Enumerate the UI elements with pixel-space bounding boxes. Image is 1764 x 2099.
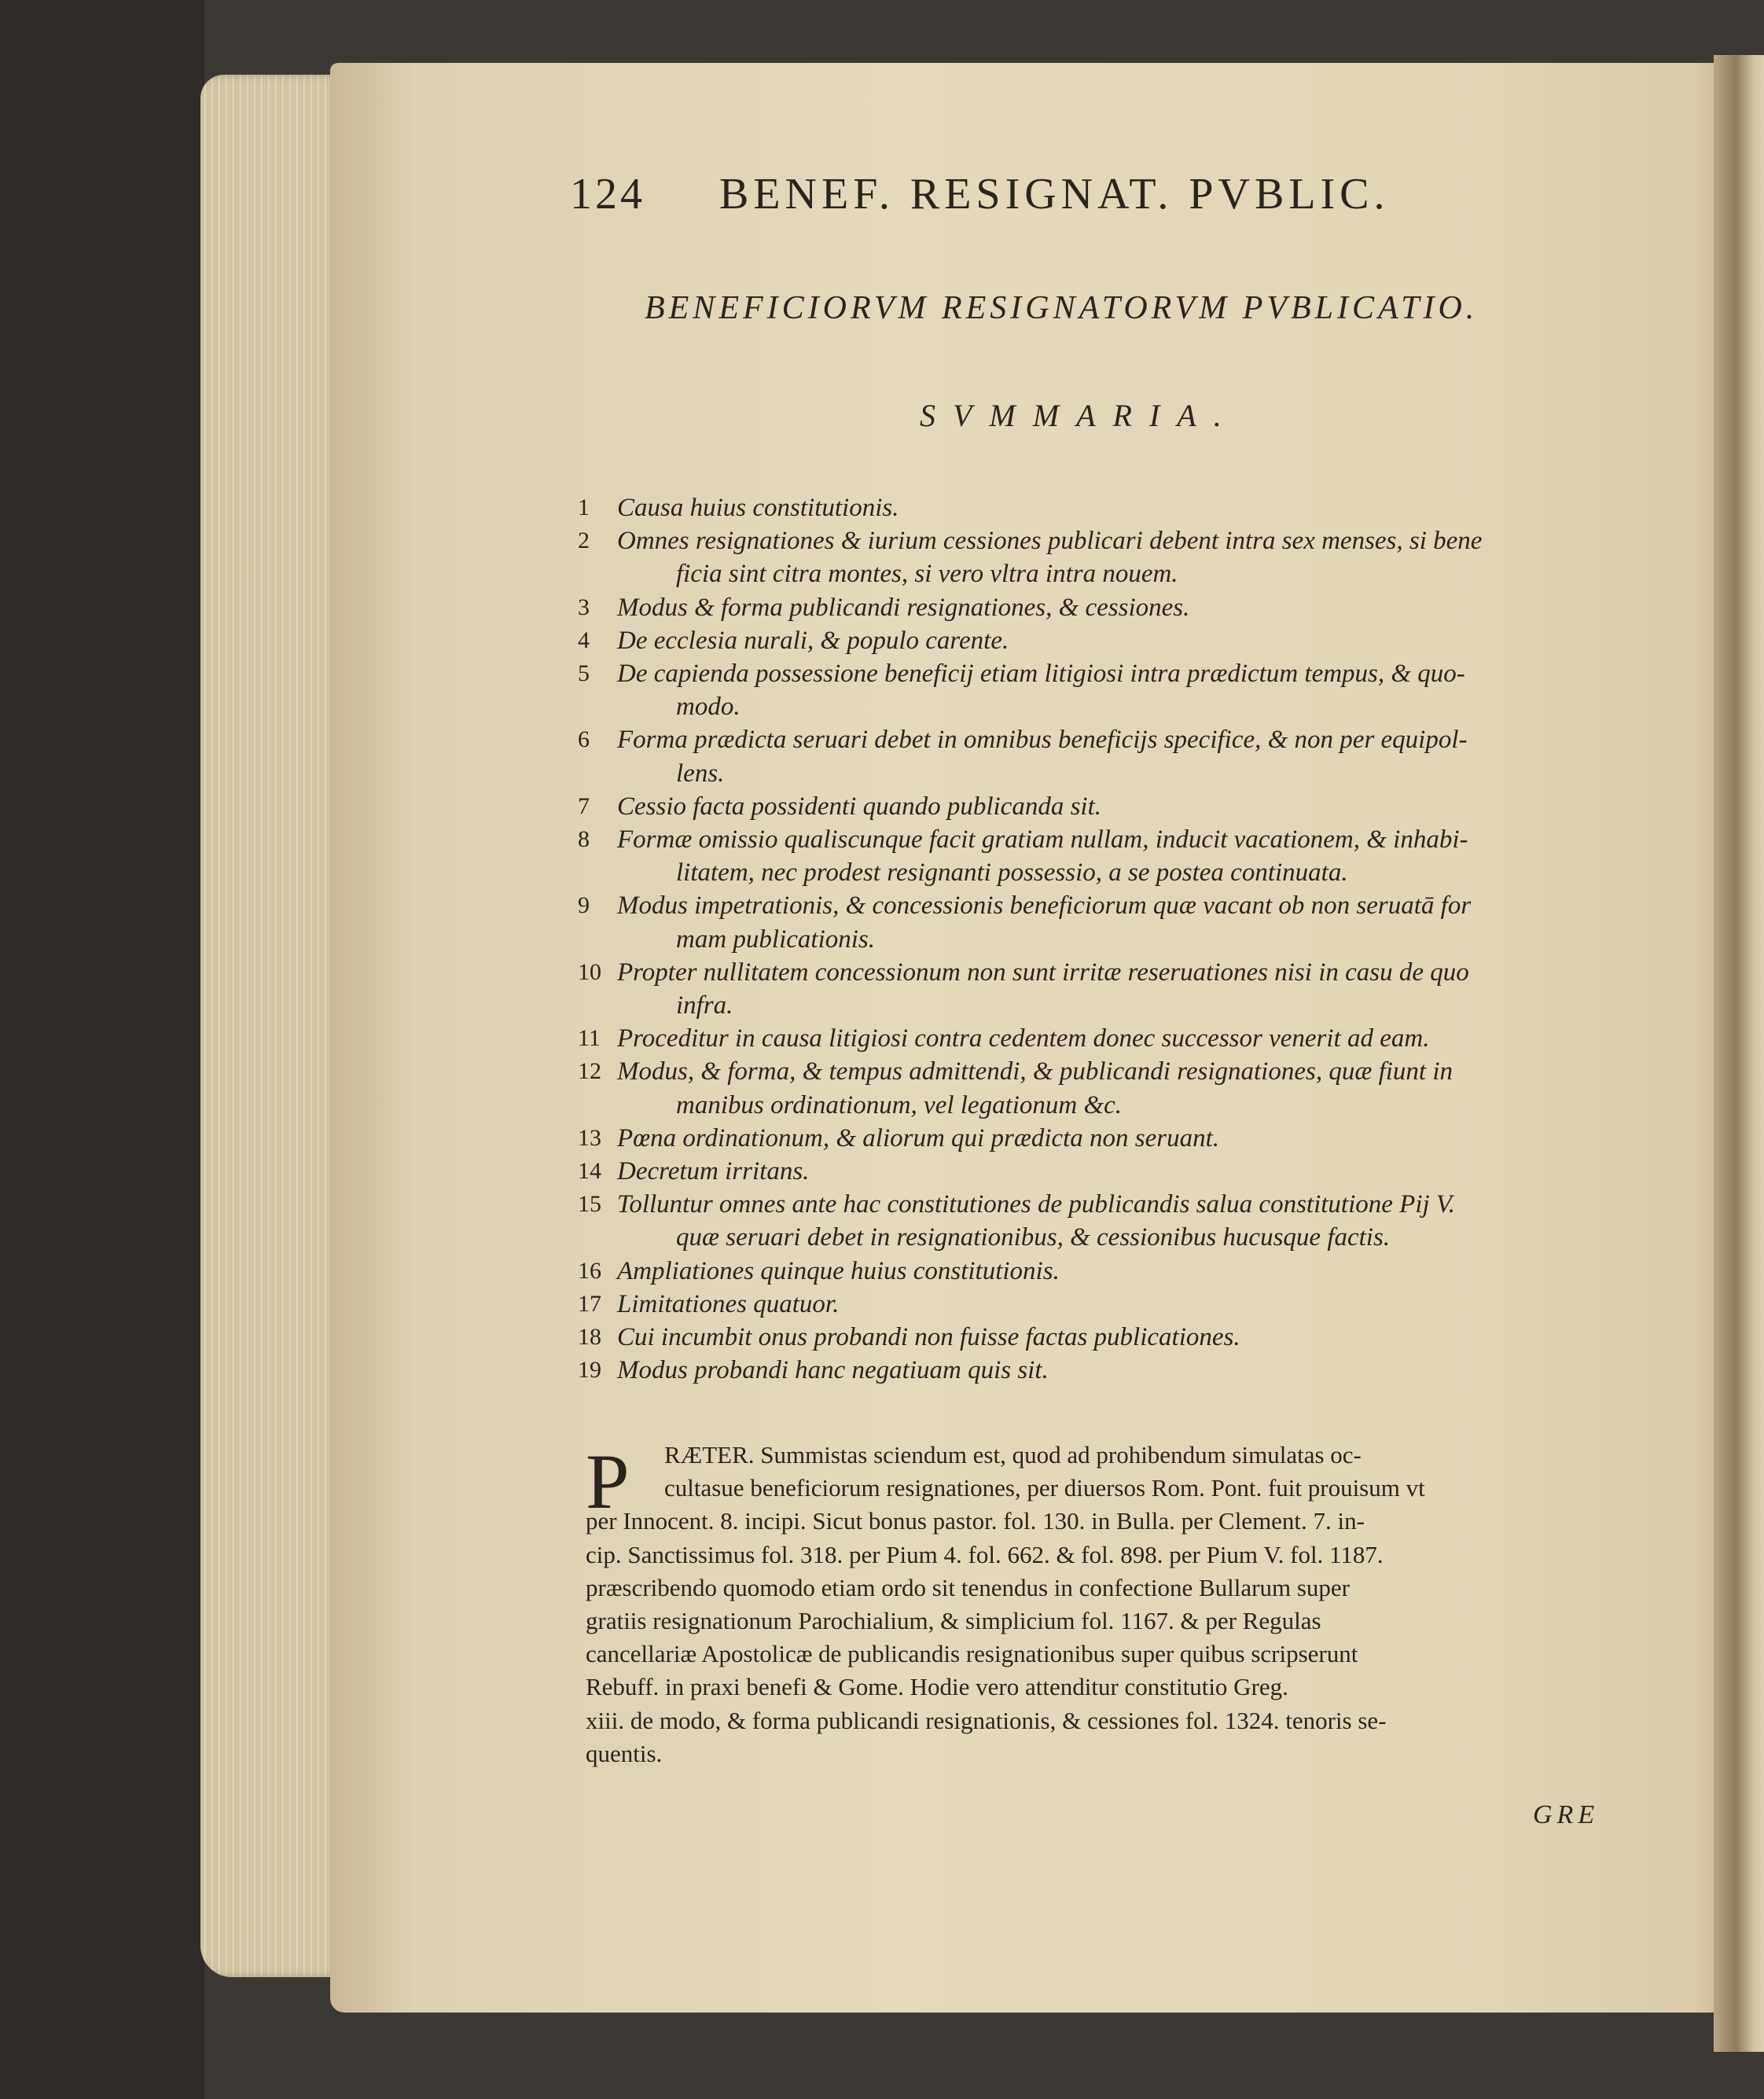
summary-entry-line: Pœna ordinationum, & aliorum qui prædicta non seruant. [617, 1123, 1220, 1152]
summary-entry-line: lens. [676, 759, 725, 788]
summary-entry-line: Modus impetrationis, & concessionis beneficiorum quæ vacant ob non seruatā for [617, 891, 1472, 921]
summary-entry-number: 4 [578, 627, 590, 653]
running-title: BENEF. RESIGNAT. PVBLIC. [719, 170, 1390, 219]
summary-entry [578, 524, 1647, 590]
summary-entry-number: 6 [578, 726, 590, 753]
summary-entry-number: 19 [578, 1357, 601, 1384]
summary-entry-line: Modus & forma publicandi resignationes, & cessiones. [617, 593, 1190, 622]
summary-entry-number: 5 [578, 660, 590, 687]
summary-entry [578, 491, 1647, 524]
body-line: per Innocent. 8. incipi. Sicut bonus pastor. fol. 130. in Bulla. per Clement. 7. in- [586, 1507, 1365, 1535]
drop-capital: P [586, 1438, 630, 1525]
summary-entry-line: Omnes resignationes & iurium cessiones publicari debent intra sex menses, si bene [617, 527, 1483, 556]
summary-entry-line: modo. [676, 693, 741, 722]
summary-entry-number: 15 [578, 1191, 601, 1218]
summary-entry [578, 723, 1647, 789]
summary-entry-line: ficia sint citra montes, si vero vltra intra nouem. [676, 560, 1178, 589]
summary-entry-number: 9 [578, 892, 590, 919]
body-paragraph [586, 1439, 1643, 1770]
summary-entry-line: Cui incumbit onus probandi non fuisse factas publicationes. [617, 1323, 1240, 1352]
body-line: cancellariæ Apostolicæ de publicandis resignationibus super quibus scripserunt [586, 1640, 1358, 1668]
body-line: quentis. [586, 1739, 663, 1767]
summary-entry [578, 823, 1647, 889]
body-line: cultasue beneficiorum resignationes, per diuersos Rom. Pont. fuit prouisum vt [664, 1474, 1425, 1502]
summary-entry-line: Causa huius constitutionis. [617, 494, 899, 522]
summary-entry-number: 13 [578, 1124, 601, 1151]
summary-entry-number: 1 [578, 494, 590, 520]
summary-entry-line: Tolluntur omnes ante hac constitutiones de publicandis salua constitutione Pij V. [617, 1190, 1456, 1219]
summary-entry [578, 956, 1647, 1022]
dark-backdrop [0, 0, 204, 2099]
book-gutter [1714, 55, 1764, 2052]
summary-entry [578, 1188, 1647, 1254]
summary-entry-number: 16 [578, 1257, 601, 1284]
summary-entry [578, 889, 1647, 955]
summaria-heading: SVMMARIA. [920, 398, 1239, 433]
summary-entry-number: 3 [578, 594, 590, 620]
summary-entry-line: quæ seruari debet in resignationibus, & cessionibus hucusque factis. [676, 1223, 1391, 1252]
summary-entry-line: Decretum irritans. [617, 1157, 810, 1186]
summary-entry [578, 1288, 1647, 1321]
summary-entry-line: Ampliationes quinque huius constitutionis. [617, 1256, 1060, 1285]
page-number: 124 [570, 170, 645, 219]
summary-entry-line: De capienda possessione beneficij etiam litigiosi intra prædictum tempus, & quo- [617, 660, 1465, 689]
summary-entry-line: manibus ordinationum, vel legationum &c. [676, 1090, 1123, 1119]
summary-entry-number: 11 [578, 1025, 601, 1052]
summary-entry-line: Proceditur in causa litigiosi contra cedentem donec successor venerit ad eam. [617, 1024, 1430, 1053]
summary-entry-line: Propter nullitatem concessionum non sunt irritæ reseruationes nisi in casu de quo [617, 958, 1469, 987]
summary-entry-number: 10 [578, 958, 601, 985]
section-title: BENEFICIORVM RESIGNATORVM PVBLICATIO. [645, 290, 1479, 326]
summary-entry-number: 12 [578, 1058, 601, 1085]
summary-entry [578, 1055, 1647, 1121]
summary-entry [578, 1321, 1647, 1354]
summary-entry [578, 657, 1647, 723]
catchword: GRE [1533, 1800, 1600, 1829]
summary-entry-number: 14 [578, 1158, 601, 1185]
summary-entry-number: 2 [578, 528, 590, 554]
running-head [570, 169, 1513, 224]
summary-entry-line: Modus, & forma, & tempus admittendi, & publicandi resignationes, quæ fiunt in [617, 1057, 1453, 1086]
summary-entry-number: 8 [578, 826, 590, 853]
summary-entry-number: 18 [578, 1324, 601, 1351]
summary-entry-line: mam publicationis. [676, 925, 875, 954]
summary-entry [578, 790, 1647, 823]
summary-entry [578, 624, 1647, 657]
body-line: præscribendo quomodo etiam ordo sit tenendus in confectione Bullarum super [586, 1573, 1350, 1601]
summary-entry-line: De ecclesia nurali, & populo carente. [617, 626, 1009, 655]
summary-entry-line: infra. [676, 991, 733, 1020]
body-line: cip. Sanctissimus fol. 318. per Pium 4. fol. 662. & fol. 898. per Pium V. fol. 1187. [586, 1540, 1384, 1568]
summary-entry-line: Formæ omissio qualiscunque facit gratiam nullam, inducit vacationem, & inhabi- [617, 825, 1468, 855]
body-line: Rebuff. in praxi benefi & Gome. Hodie vero attenditur constitutio Greg. [586, 1673, 1288, 1701]
summary-entry [578, 1122, 1647, 1155]
summary-entry-line: Cessio facta possidenti quando publicanda sit. [617, 792, 1101, 821]
body-line: RÆTER. Summistas sciendum est, quod ad prohibendum simulatas oc- [664, 1441, 1362, 1469]
summary-entry-number: 17 [578, 1290, 601, 1317]
summary-list [578, 491, 1647, 1387]
summary-entry-line: Modus probandi hanc negatiuam quis sit. [617, 1356, 1049, 1385]
summary-entry-line: litatem, nec prodest resignanti possessio, a se postea continuata. [676, 858, 1348, 888]
summary-entry-line: Forma prædicta seruari debet in omnibus beneficijs specifice, & non per equipol- [617, 726, 1468, 755]
summary-entry [578, 1255, 1647, 1288]
body-line: xiii. de modo, & forma publicandi resignationis, & cessiones fol. 1324. tenoris se- [586, 1706, 1387, 1734]
body-line: gratiis resignationum Parochialium, & simplicium fol. 1167. & per Regulas [586, 1607, 1321, 1635]
summary-entry [578, 1022, 1647, 1055]
summary-entry-line: Limitationes quatuor. [617, 1289, 840, 1318]
summary-entry-number: 7 [578, 792, 590, 819]
summary-entry [578, 591, 1647, 624]
summary-entry [578, 1155, 1647, 1188]
summary-entry [578, 1354, 1647, 1387]
